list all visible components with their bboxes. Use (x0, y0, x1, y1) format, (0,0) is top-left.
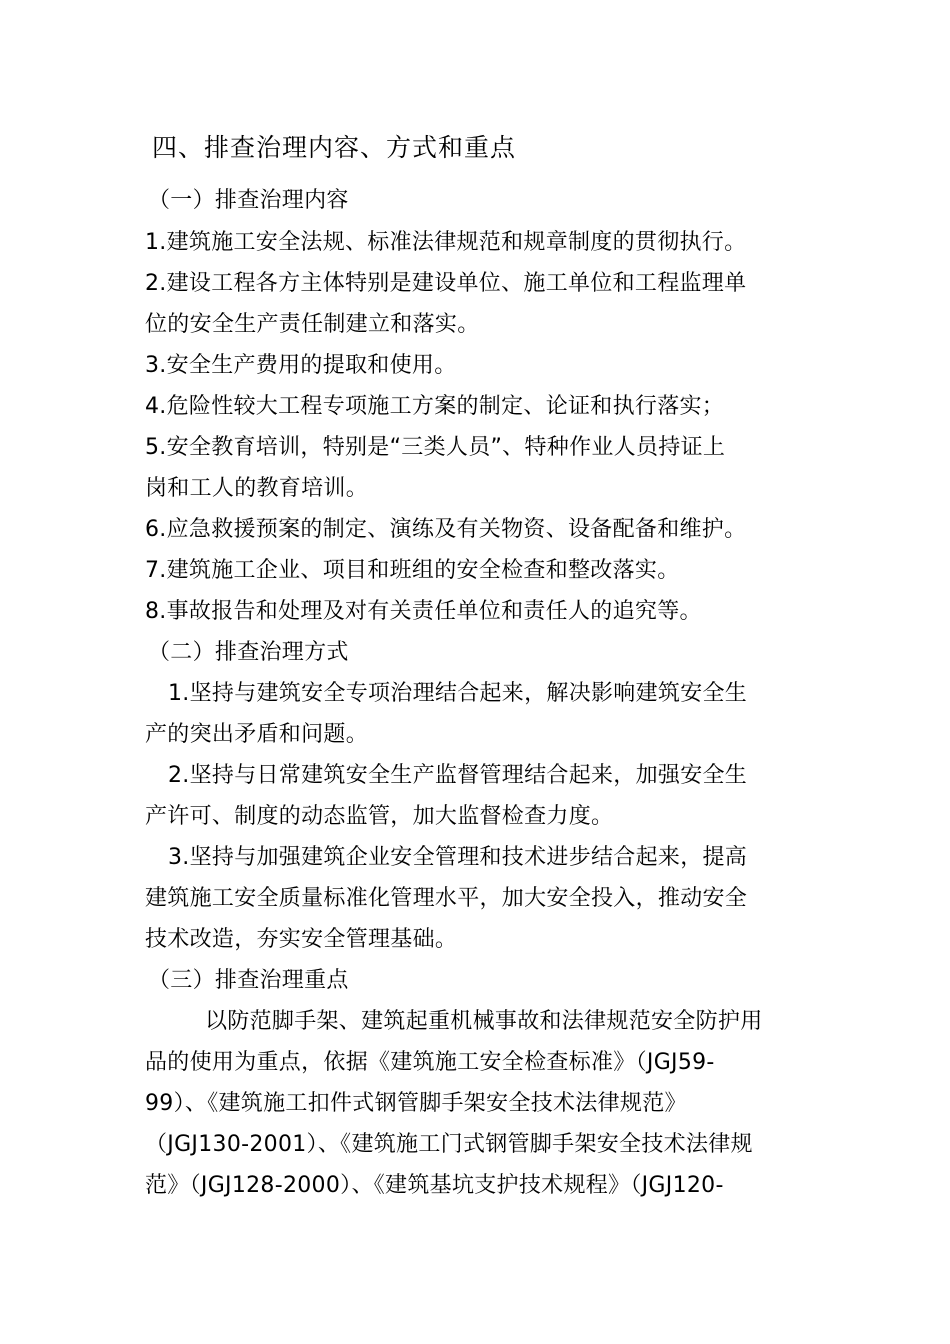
paragraph-line: 6.应急救援预案的制定、演练及有关物资、设备配备和维护。 (145, 517, 747, 542)
subsection-title-method: （二）排查治理方式 (148, 640, 349, 665)
paragraph-line: 建筑施工安全质量标准化管理水平，加大安全投入，推动安全 (145, 886, 748, 911)
paragraph-line: 产许可、制度的动态监管，加大监督检查力度。 (145, 804, 614, 829)
paragraph-line: 技术改造，夯实安全管理基础。 (145, 927, 458, 952)
paragraph-line: 4.危险性较大工程专项施工方案的制定、论证和执行落实； (145, 394, 725, 419)
paragraph-line: 7.建筑施工企业、项目和班组的安全检查和整改落实。 (145, 558, 680, 583)
paragraph-line: 位的安全生产责任制建立和落实。 (145, 312, 480, 337)
paragraph-line: 2.建设工程各方主体特别是建设单位、施工单位和工程监理单 (145, 271, 747, 296)
paragraph-line: 范》（JGJ128-2000）、《建筑基坑支护技术规程》（JGJ120- (145, 1173, 724, 1198)
subsection-title-content: （一）排查治理内容 (148, 188, 349, 213)
paragraph-line: 岗和工人的教育培训。 (145, 476, 369, 501)
paragraph-line: 3.安全生产费用的提取和使用。 (145, 353, 457, 378)
paragraph-line: 3.坚持与加强建筑企业安全管理和技术进步结合起来，提高 (168, 845, 748, 870)
section-heading: 四、排查治理内容、方式和重点 (152, 133, 517, 162)
paragraph-line: 以防范脚手架、建筑起重机械事故和法律规范安全防护用 (205, 1009, 763, 1034)
paragraph-line: 1.建筑施工安全法规、标准法律规范和规章制度的贯彻执行。 (145, 230, 747, 255)
paragraph-line: 8.事故报告和处理及对有关责任单位和责任人的追究等。 (145, 599, 702, 624)
paragraph-line: （JGJ130-2001）、《建筑施工门式钢管脚手架安全技术法律规 (145, 1132, 753, 1157)
paragraph-line: 产的突出矛盾和问题。 (145, 722, 369, 747)
paragraph-line: 1.坚持与建筑安全专项治理结合起来，解决影响建筑安全生 (168, 681, 748, 706)
paragraph-line: 99）、《建筑施工扣件式钢管脚手架安全技术法律规范》 (145, 1091, 687, 1116)
subsection-title-focus: （三）排查治理重点 (148, 968, 349, 993)
paragraph-line: 品的使用为重点，依据《建筑施工安全检查标准》（JGJ59- (145, 1050, 715, 1075)
paragraph-line: 2.坚持与日常建筑安全生产监督管理结合起来，加强安全生 (168, 763, 748, 788)
paragraph-line: 5.安全教育培训，特别是“三类人员”、特种作业人员持证上 (145, 435, 726, 460)
